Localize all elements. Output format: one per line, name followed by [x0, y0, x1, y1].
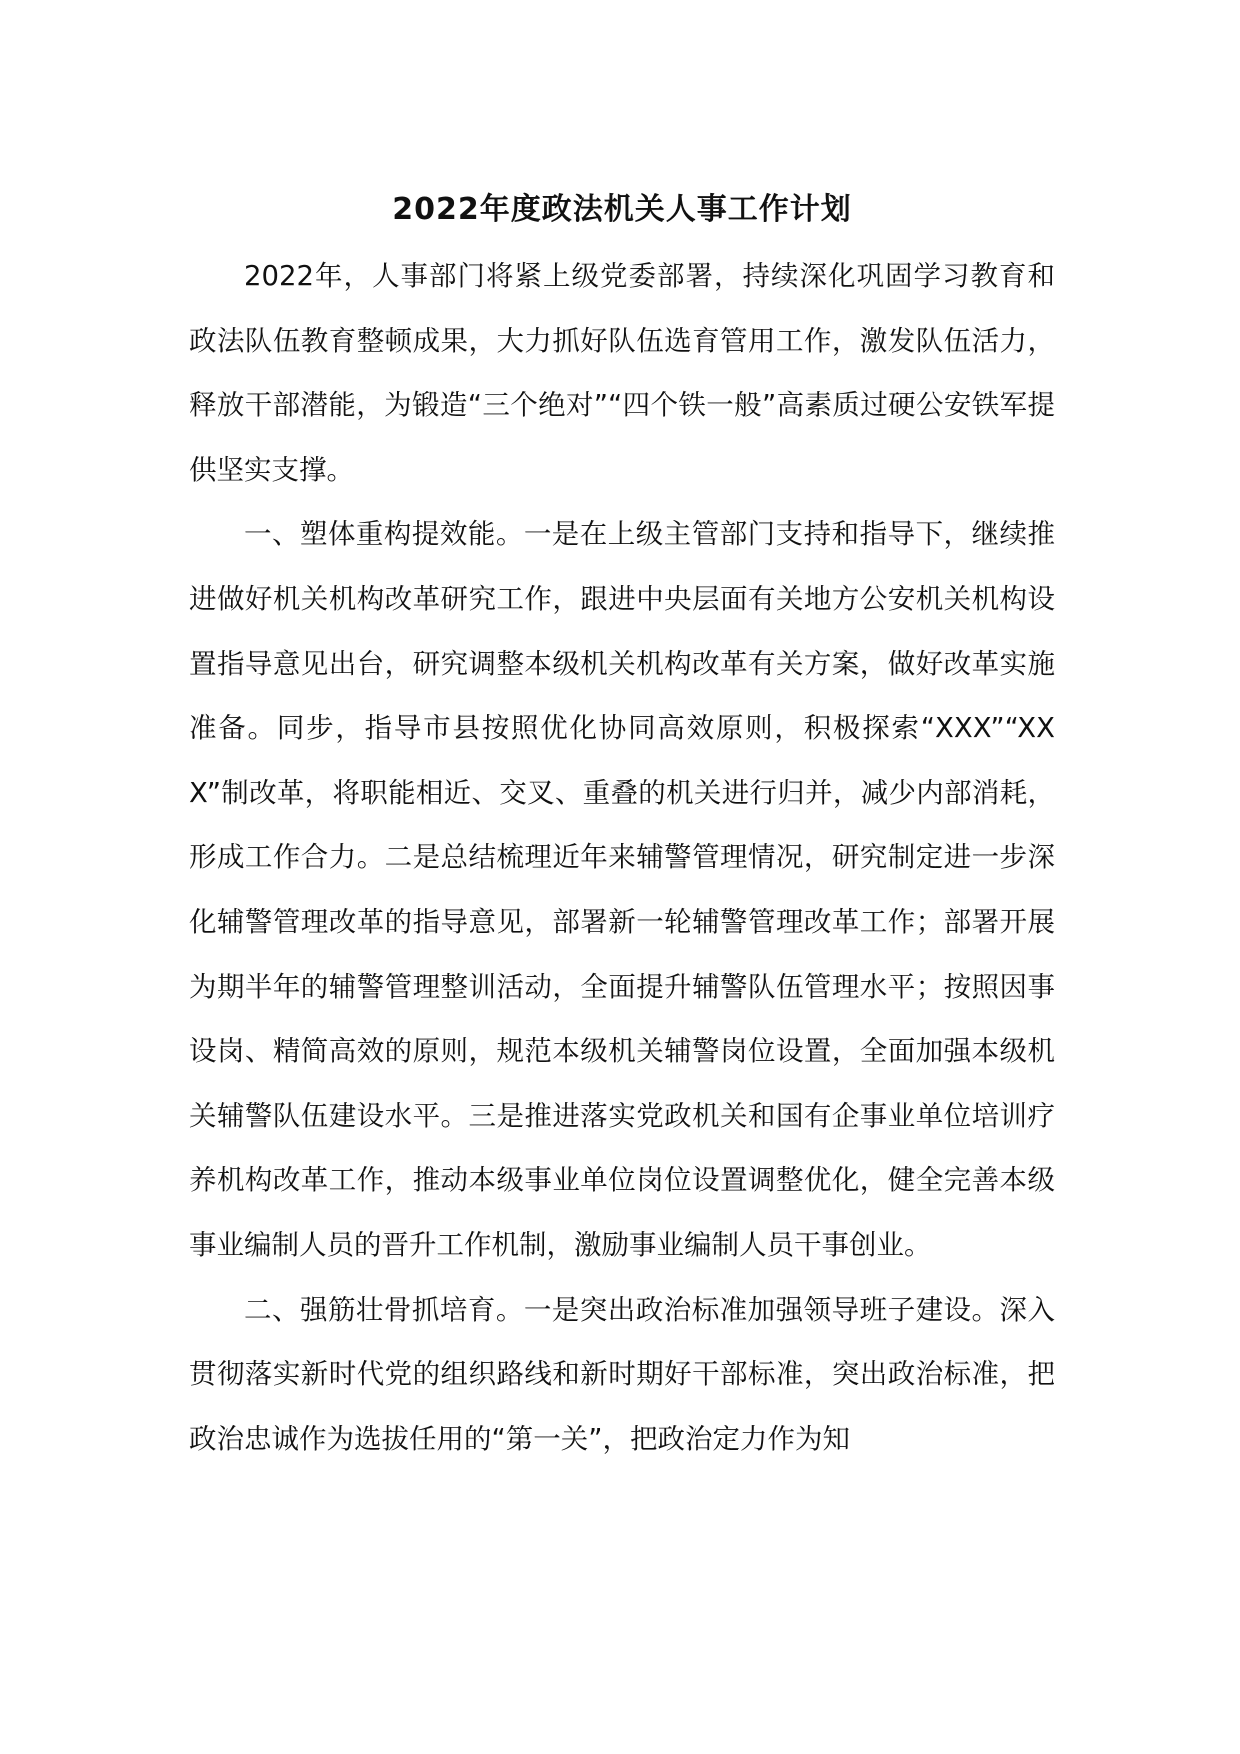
- document-title: 2022年度政法机关人事工作计划: [392, 192, 852, 227]
- paragraph-section-two: 二、强筋壮骨抓培育。一是突出政治标准加强领导班子建设。深入贯彻落实新时代党的组织路线和新时期好干部标准，突出政治标准，把政治忠诚作为选拔任用的“第一关”，把政治定力作为知: [189, 1293, 1055, 1455]
- document-page: [189, 188, 1055, 1471]
- paragraph-section-one: 一、塑体重构提效能。一是在上级主管部门支持和指导下，继续推进做好机关机构改革研究工作，跟进中央层面有关地方公安机关机构设置指导意见出台，研究调整本级机关机构改革有关方案，做好改革实施准备。同步，指导市县按照优化协同高效原则，积极探索“XXX”“XXX”制改革，将职能相近、交叉、重叠的机关进行归并，减少内部消耗，形成工作合力。二是总结梳理近年来辅警管理情况，研究制定进一步深化辅警管理改革的指导意见，部署新一轮辅警管理改革工作；部署开展为期半年的辅警管理整训活动，全面提升辅警队伍管理水平；按照因事设岗、精简高效的原则，规范本级机关辅警岗位设置，全面加强本级机关辅警队伍建设水平。三是推进落实党政机关和国有企事业单位培训疗养机构改革工作，推动本级事业单位岗位设置调整优化，健全完善本级事业编制人员的晋升工作机制，激励事业编制人员干事创业。: [189, 518, 1055, 1261]
- paragraph-intro: 2022年，人事部门将紧上级党委部署，持续深化巩固学习教育和政法队伍教育整顿成果，大力抓好队伍选育管用工作，激发队伍活力，释放干部潜能，为锻造“三个绝对”“四个铁一般”高素质过硬公安铁军提供坚实支撑。: [189, 260, 1055, 486]
